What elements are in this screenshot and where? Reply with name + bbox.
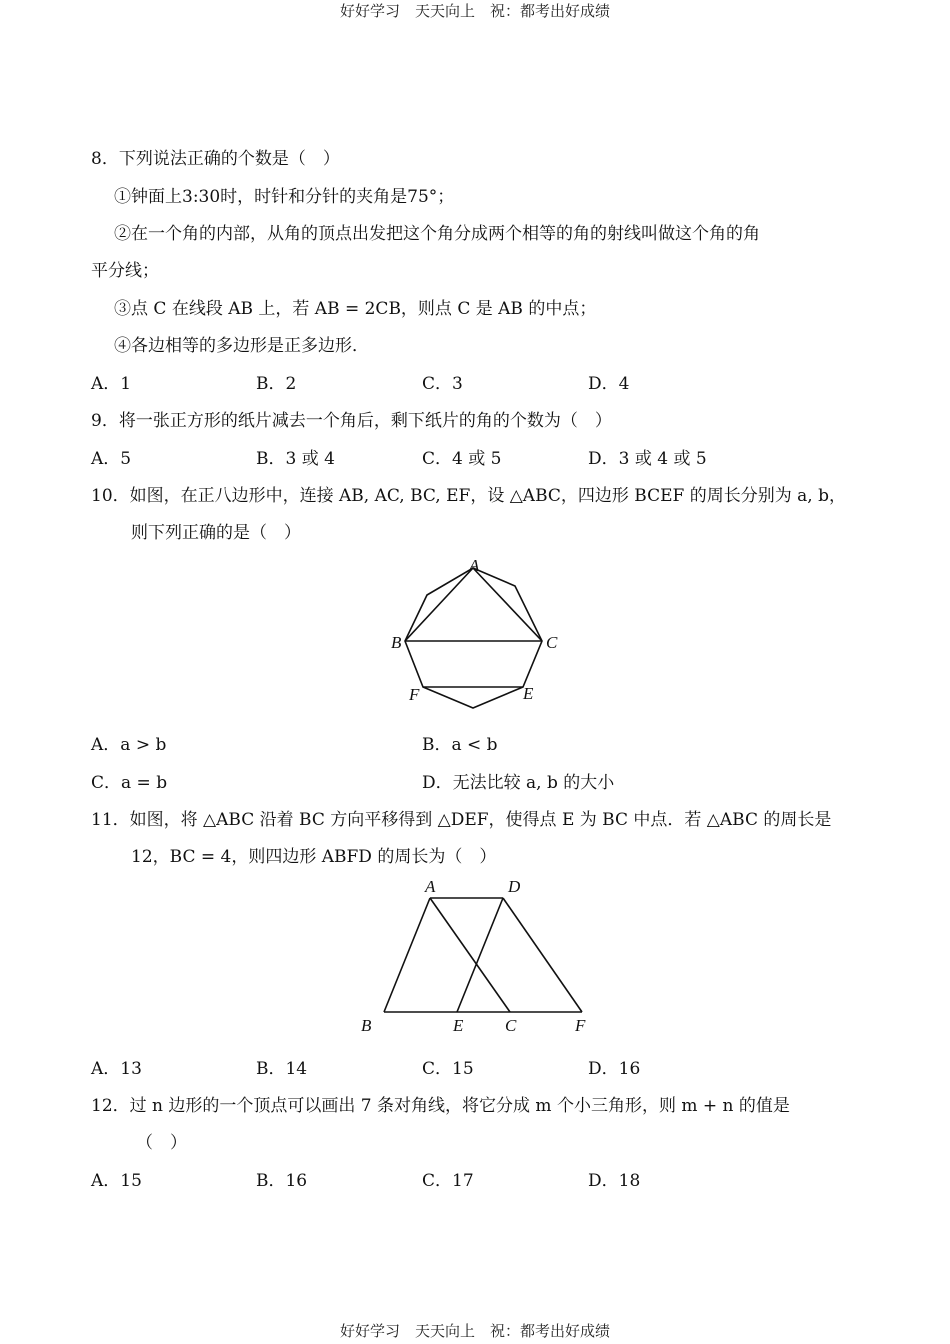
q9-option-b: B．3 或 4 xyxy=(256,449,335,469)
label-a: A xyxy=(425,877,436,896)
q9-option-a: A．5 xyxy=(91,449,132,469)
segment-ab xyxy=(405,568,473,641)
label-c: C xyxy=(546,633,558,652)
label-b: B xyxy=(391,633,402,652)
q8-statement-2b: 平分线； xyxy=(91,261,159,281)
q11-option-d: D．16 xyxy=(588,1059,641,1079)
q10-stem-line1: 10．如图，在正八边形中，连接 AB, AC, BC, EF，设 △ABC，四边形 BCEF 的周长分别为 a, b， xyxy=(91,486,846,506)
label-f: F xyxy=(575,1016,586,1035)
q8-statement-4: ④各边相等的多边形是正多边形． xyxy=(114,336,369,356)
segment-de xyxy=(457,898,503,1012)
q12-option-b: B．16 xyxy=(256,1171,308,1191)
label-b: B xyxy=(361,1016,372,1035)
q8-statement-1: ①钟面上3:30时，时针和分针的夹角是75°； xyxy=(114,187,455,207)
q8-stem: 8．下列说法正确的个数是（ ） xyxy=(91,149,340,169)
q10-stem-line2: 则下列正确的是（ ） xyxy=(131,523,301,543)
q8-option-d: D．4 xyxy=(588,374,630,394)
segment-ac xyxy=(430,898,510,1012)
q9-option-d: D．3 或 4 或 5 xyxy=(588,449,707,469)
translation-figure xyxy=(355,872,605,1042)
segment-ab xyxy=(384,898,430,1012)
q11-stem-line1: 11．如图，将 △ABC 沿着 BC 方向平移得到 △DEF，使得点 E 为 BC 中点．若 △ABC 的周长是 xyxy=(91,810,832,830)
q11-option-a: A．13 xyxy=(91,1059,142,1079)
label-a: A xyxy=(469,556,480,575)
q10-option-d: D．无法比较 a, b 的大小 xyxy=(422,773,615,793)
q8-option-b: B．2 xyxy=(256,374,297,394)
octagon-figure xyxy=(380,552,580,712)
label-d: D xyxy=(508,877,521,896)
q8-option-c: C．3 xyxy=(422,374,463,394)
q11-option-b: B．14 xyxy=(256,1059,308,1079)
q12-stem-line2: （ ） xyxy=(136,1133,187,1153)
q8-statement-3: ③点 C 在线段 AB 上，若 AB = 2CB，则点 C 是 AB 的中点； xyxy=(114,299,597,319)
label-e: E xyxy=(453,1016,464,1035)
q12-option-c: C．17 xyxy=(422,1171,474,1191)
q10-option-a: A．a > b xyxy=(91,735,167,755)
q10-option-c: C．a = b xyxy=(91,773,168,793)
page-header: 好好学习 天天向上 祝：都考出好成绩 xyxy=(339,2,610,20)
q11-stem-line2: 12，BC = 4，则四边形 ABFD 的周长为（ ） xyxy=(131,847,497,867)
q12-option-a: A．15 xyxy=(91,1171,142,1191)
segment-ac xyxy=(473,568,542,641)
q8-option-a: A．1 xyxy=(91,374,132,394)
page-footer: 好好学习 天天向上 祝：都考出好成绩 xyxy=(339,1322,610,1340)
q10-option-b: B．a < b xyxy=(422,735,498,755)
label-c: C xyxy=(505,1016,517,1035)
q12-option-d: D．18 xyxy=(588,1171,641,1191)
q9-option-c: C．4 或 5 xyxy=(422,449,502,469)
q9-stem: 9．将一张正方形的纸片减去一个角后，剩下纸片的角的个数为（ ） xyxy=(91,411,612,431)
q11-option-c: C．15 xyxy=(422,1059,474,1079)
label-f: F xyxy=(409,685,420,704)
segment-df xyxy=(503,898,582,1012)
q8-statement-2a: ②在一个角的内部，从角的顶点出发把这个角分成两个相等的角的射线叫做这个角的角 xyxy=(114,224,760,244)
q12-stem-line1: 12．过 n 边形的一个顶点可以画出 7 条对角线，将它分成 m 个小三角形，则 m + n 的值是 xyxy=(91,1096,790,1116)
label-e: E xyxy=(523,684,534,703)
